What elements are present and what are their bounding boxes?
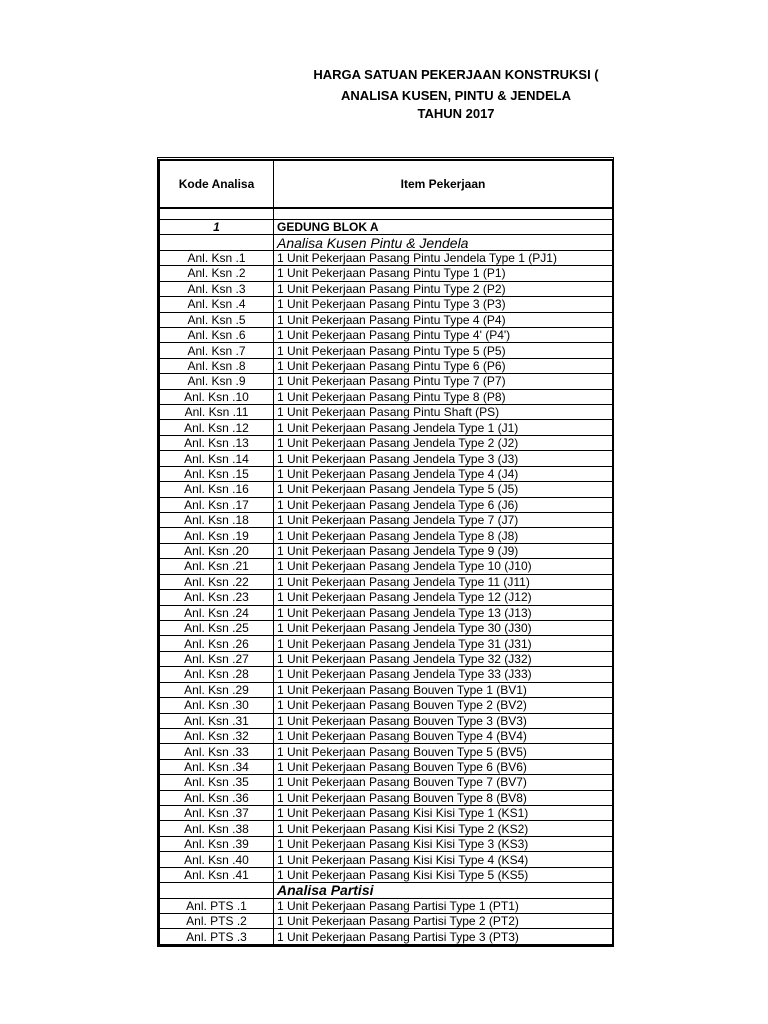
table-row [160,420,613,435]
table-row [160,836,613,851]
table-row [160,497,613,512]
table-row [160,744,613,759]
kode-analisa-cell: Anl. Ksn .39 [160,836,274,851]
kode-analisa-cell: Anl. Ksn .8 [160,358,274,373]
table-row [160,806,613,821]
item-pekerjaan-cell: 1 Unit Pekerjaan Pasang Partisi Type 3 (PT3) [274,929,613,944]
table-row [160,713,613,728]
kode-analisa-cell: Anl. Ksn .7 [160,343,274,358]
table-row [160,513,613,528]
table-row [160,728,613,743]
kode-analisa-cell: Anl. Ksn .14 [160,451,274,466]
item-pekerjaan-cell: 1 Unit Pekerjaan Pasang Jendela Type 10 (J10) [274,559,613,574]
table-row [160,620,613,635]
table-row [160,913,613,928]
table-row [160,343,613,358]
kode-analisa-cell: Anl. Ksn .4 [160,297,274,312]
table-row [160,543,613,558]
analysis-table [159,160,613,945]
table-row [160,559,613,574]
kode-analisa-cell: Anl. Ksn .41 [160,867,274,882]
kode-analisa-cell: Anl. Ksn .23 [160,590,274,605]
group-label: GEDUNG BLOK A [274,220,613,235]
item-pekerjaan-cell: 1 Unit Pekerjaan Pasang Pintu Type 4 (P4) [274,312,613,327]
table-header-row [160,161,613,209]
spacer-cell [274,208,613,220]
kode-analisa-cell: Anl. Ksn .33 [160,744,274,759]
table-row [160,929,613,944]
kode-analisa-cell: Anl. Ksn .19 [160,528,274,543]
kode-analisa-cell: Anl. Ksn .18 [160,513,274,528]
item-pekerjaan-cell: 1 Unit Pekerjaan Pasang Partisi Type 2 (PT2) [274,913,613,928]
kode-analisa-cell: Anl. Ksn .5 [160,312,274,327]
kode-analisa-cell: Anl. Ksn .1 [160,250,274,265]
table-row [160,374,613,389]
table-row [160,389,613,404]
table-row [160,775,613,790]
table-row [160,590,613,605]
document-title: HARGA SATUAN PEKERJAAN KONSTRUKSI ( [313,67,599,82]
kode-analisa-cell: Anl. Ksn .16 [160,482,274,497]
item-pekerjaan-cell: 1 Unit Pekerjaan Pasang Bouven Type 4 (BV4) [274,728,613,743]
section-row-kusen [160,235,613,250]
table-row [160,405,613,420]
item-pekerjaan-cell: 1 Unit Pekerjaan Pasang Jendela Type 12 (J12) [274,590,613,605]
table-row [160,358,613,373]
section-label: Analisa Kusen Pintu & Jendela [274,235,613,250]
item-pekerjaan-cell: 1 Unit Pekerjaan Pasang Jendela Type 13 (J13) [274,605,613,620]
section-code-empty [160,235,274,250]
table-row [160,682,613,697]
kode-analisa-cell: Anl. Ksn .6 [160,327,274,342]
table-row [160,266,613,281]
spacer-row [160,208,613,220]
item-pekerjaan-cell: 1 Unit Pekerjaan Pasang Jendela Type 4 (J4) [274,466,613,481]
table-row [160,867,613,882]
table-row [160,297,613,312]
kode-analisa-cell: Anl. Ksn .13 [160,435,274,450]
item-pekerjaan-cell: 1 Unit Pekerjaan Pasang Jendela Type 9 (J9) [274,543,613,558]
section-code-empty [160,883,274,898]
kode-analisa-cell: Anl. Ksn .28 [160,667,274,682]
kode-analisa-cell: Anl. Ksn .32 [160,728,274,743]
item-pekerjaan-cell: 1 Unit Pekerjaan Pasang Jendela Type 1 (J1) [274,420,613,435]
table-row [160,667,613,682]
item-pekerjaan-cell: 1 Unit Pekerjaan Pasang Pintu Type 5 (P5) [274,343,613,358]
item-pekerjaan-cell: 1 Unit Pekerjaan Pasang Pintu Type 6 (P6) [274,358,613,373]
kode-analisa-cell: Anl. Ksn .27 [160,651,274,666]
item-pekerjaan-cell: 1 Unit Pekerjaan Pasang Jendela Type 5 (J5) [274,482,613,497]
item-pekerjaan-cell: 1 Unit Pekerjaan Pasang Kisi Kisi Type 4 (KS4) [274,852,613,867]
kode-analisa-cell: Anl. Ksn .34 [160,759,274,774]
item-pekerjaan-cell: 1 Unit Pekerjaan Pasang Jendela Type 30 (J30) [274,620,613,635]
kode-analisa-cell: Anl. PTS .1 [160,898,274,913]
table-row [160,528,613,543]
item-pekerjaan-cell: 1 Unit Pekerjaan Pasang Jendela Type 3 (J3) [274,451,613,466]
table-row [160,651,613,666]
table-row [160,790,613,805]
item-pekerjaan-cell: 1 Unit Pekerjaan Pasang Bouven Type 6 (BV6) [274,759,613,774]
item-pekerjaan-cell: 1 Unit Pekerjaan Pasang Bouven Type 3 (BV3) [274,713,613,728]
item-pekerjaan-cell: 1 Unit Pekerjaan Pasang Kisi Kisi Type 3 (KS3) [274,836,613,851]
item-pekerjaan-cell: 1 Unit Pekerjaan Pasang Jendela Type 33 (J33) [274,667,613,682]
kode-analisa-cell: Anl. Ksn .25 [160,620,274,635]
table-row [160,605,613,620]
kode-analisa-cell: Anl. PTS .2 [160,913,274,928]
header-kode-analisa: Kode Analisa [160,161,274,209]
table-row [160,698,613,713]
item-pekerjaan-cell: 1 Unit Pekerjaan Pasang Bouven Type 8 (BV8) [274,790,613,805]
kode-analisa-cell: Anl. Ksn .11 [160,405,274,420]
spacer-cell [160,208,274,220]
table-row [160,636,613,651]
header-item-pekerjaan: Item Pekerjaan [274,161,613,209]
item-pekerjaan-cell: 1 Unit Pekerjaan Pasang Bouven Type 5 (BV5) [274,744,613,759]
kode-analisa-cell: Anl. Ksn .3 [160,281,274,296]
kode-analisa-cell: Anl. Ksn .12 [160,420,274,435]
kode-analisa-cell: Anl. Ksn .2 [160,266,274,281]
section-label: Analisa Partisi [274,883,613,898]
table-row [160,327,613,342]
kode-analisa-cell: Anl. Ksn .15 [160,466,274,481]
analysis-table-frame [157,157,614,947]
table-row [160,312,613,327]
item-pekerjaan-cell: 1 Unit Pekerjaan Pasang Pintu Jendela Type 1 (PJ1) [274,250,613,265]
document-subtitle: ANALISA KUSEN, PINTU & JENDELA [341,88,571,103]
item-pekerjaan-cell: 1 Unit Pekerjaan Pasang Jendela Type 6 (J6) [274,497,613,512]
item-pekerjaan-cell: 1 Unit Pekerjaan Pasang Pintu Type 1 (P1) [274,266,613,281]
kode-analisa-cell: Anl. Ksn .37 [160,806,274,821]
kode-analisa-cell: Anl. PTS .3 [160,929,274,944]
table-row [160,898,613,913]
table-row [160,482,613,497]
item-pekerjaan-cell: 1 Unit Pekerjaan Pasang Jendela Type 31 (J31) [274,636,613,651]
kode-analisa-cell: Anl. Ksn .36 [160,790,274,805]
kode-analisa-cell: Anl. Ksn .35 [160,775,274,790]
kode-analisa-cell: Anl. Ksn .17 [160,497,274,512]
table-row [160,574,613,589]
kode-analisa-cell: Anl. Ksn .40 [160,852,274,867]
document-year: TAHUN 2017 [417,106,495,121]
kode-analisa-cell: Anl. Ksn .20 [160,543,274,558]
table-row [160,435,613,450]
item-pekerjaan-cell: 1 Unit Pekerjaan Pasang Kisi Kisi Type 2 (KS2) [274,821,613,836]
kode-analisa-cell: Anl. Ksn .31 [160,713,274,728]
item-pekerjaan-cell: 1 Unit Pekerjaan Pasang Pintu Type 8 (P8) [274,389,613,404]
item-pekerjaan-cell: 1 Unit Pekerjaan Pasang Pintu Type 7 (P7) [274,374,613,389]
item-pekerjaan-cell: 1 Unit Pekerjaan Pasang Jendela Type 7 (J7) [274,513,613,528]
table-row [160,250,613,265]
table-row [160,759,613,774]
item-pekerjaan-cell: 1 Unit Pekerjaan Pasang Bouven Type 7 (BV7) [274,775,613,790]
kode-analisa-cell: Anl. Ksn .9 [160,374,274,389]
item-pekerjaan-cell: 1 Unit Pekerjaan Pasang Bouven Type 1 (BV1) [274,682,613,697]
item-pekerjaan-cell: 1 Unit Pekerjaan Pasang Pintu Shaft (PS) [274,405,613,420]
table-row [160,466,613,481]
table-row [160,852,613,867]
item-pekerjaan-cell: 1 Unit Pekerjaan Pasang Jendela Type 11 (J11) [274,574,613,589]
kode-analisa-cell: Anl. Ksn .21 [160,559,274,574]
kode-analisa-cell: Anl. Ksn .24 [160,605,274,620]
item-pekerjaan-cell: 1 Unit Pekerjaan Pasang Pintu Type 2 (P2) [274,281,613,296]
item-pekerjaan-cell: 1 Unit Pekerjaan Pasang Bouven Type 2 (BV2) [274,698,613,713]
table-row [160,281,613,296]
kode-analisa-cell: Anl. Ksn .30 [160,698,274,713]
item-pekerjaan-cell: 1 Unit Pekerjaan Pasang Jendela Type 32 (J32) [274,651,613,666]
item-pekerjaan-cell: 1 Unit Pekerjaan Pasang Jendela Type 8 (J8) [274,528,613,543]
group-code: 1 [160,220,274,235]
item-pekerjaan-cell: 1 Unit Pekerjaan Pasang Pintu Type 4' (P4') [274,327,613,342]
item-pekerjaan-cell: 1 Unit Pekerjaan Pasang Kisi Kisi Type 1 (KS1) [274,806,613,821]
kode-analisa-cell: Anl. Ksn .22 [160,574,274,589]
group-row [160,220,613,235]
section-row-partisi [160,883,613,898]
item-pekerjaan-cell: 1 Unit Pekerjaan Pasang Partisi Type 1 (PT1) [274,898,613,913]
kode-analisa-cell: Anl. Ksn .10 [160,389,274,404]
table-row [160,451,613,466]
kode-analisa-cell: Anl. Ksn .26 [160,636,274,651]
kode-analisa-cell: Anl. Ksn .38 [160,821,274,836]
kode-analisa-cell: Anl. Ksn .29 [160,682,274,697]
table-row [160,821,613,836]
item-pekerjaan-cell: 1 Unit Pekerjaan Pasang Kisi Kisi Type 5 (KS5) [274,867,613,882]
item-pekerjaan-cell: 1 Unit Pekerjaan Pasang Pintu Type 3 (P3) [274,297,613,312]
item-pekerjaan-cell: 1 Unit Pekerjaan Pasang Jendela Type 2 (J2) [274,435,613,450]
